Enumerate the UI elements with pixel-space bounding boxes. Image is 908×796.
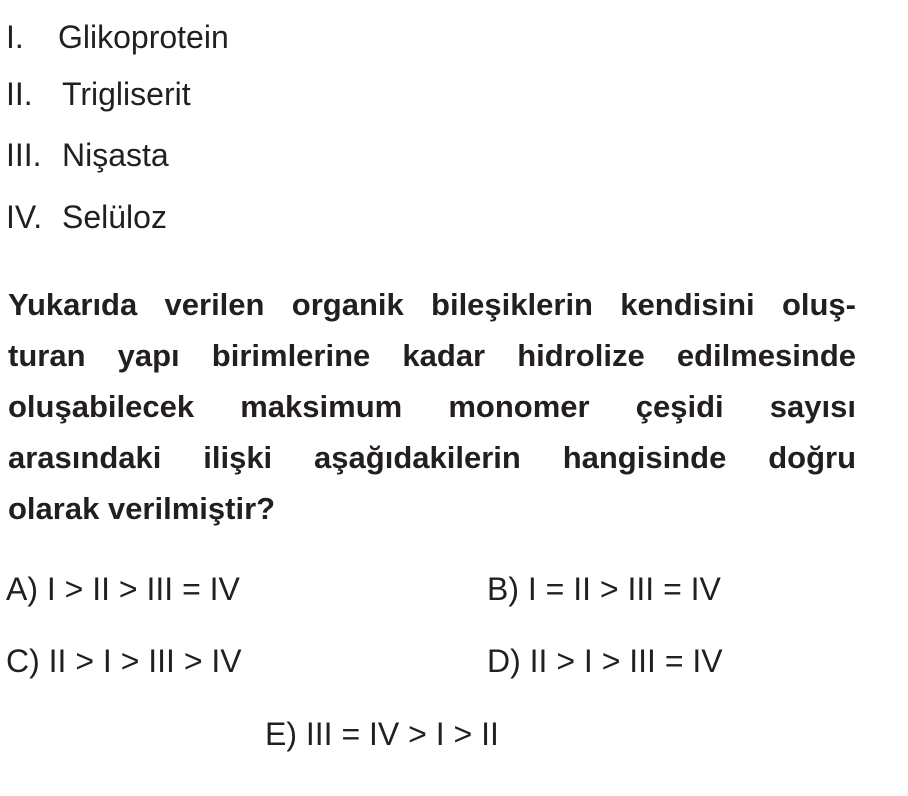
option-c[interactable]: C) II > I > III > IV: [6, 643, 242, 679]
question-line: Yukarıda verilen organik bileşiklerin kendisini oluş-: [8, 287, 856, 322]
option-a[interactable]: A) I > II > III = IV: [6, 571, 240, 607]
item-numeral: III.: [6, 137, 42, 173]
question-line: arasındaki ilişki aşağıdakilerin hangisinde doğru: [8, 440, 856, 475]
question-text: [8, 279, 856, 534]
list-item: [6, 135, 169, 175]
item-numeral: II.: [6, 76, 33, 112]
item-text: Nişasta: [62, 137, 169, 173]
list-item: [6, 74, 191, 114]
list-item: [6, 17, 229, 57]
question-line: olarak verilmiştir?: [8, 491, 276, 526]
list-item: [6, 197, 167, 237]
question-line: oluşabilecek maksimum monomer çeşidi sayısı: [8, 389, 856, 424]
option-b[interactable]: B) I = II > III = IV: [487, 571, 721, 607]
option-e[interactable]: E) III = IV > I > II: [265, 716, 499, 752]
item-numeral: I.: [6, 19, 24, 55]
item-text: Trigliserit: [62, 76, 191, 112]
question-line: turan yapı birimlerine kadar hidrolize edilmesinde: [8, 338, 856, 373]
item-text: Selüloz: [62, 199, 167, 235]
option-d[interactable]: D) II > I > III = IV: [487, 643, 723, 679]
item-numeral: IV.: [6, 199, 43, 235]
item-text: Glikoprotein: [58, 19, 229, 55]
